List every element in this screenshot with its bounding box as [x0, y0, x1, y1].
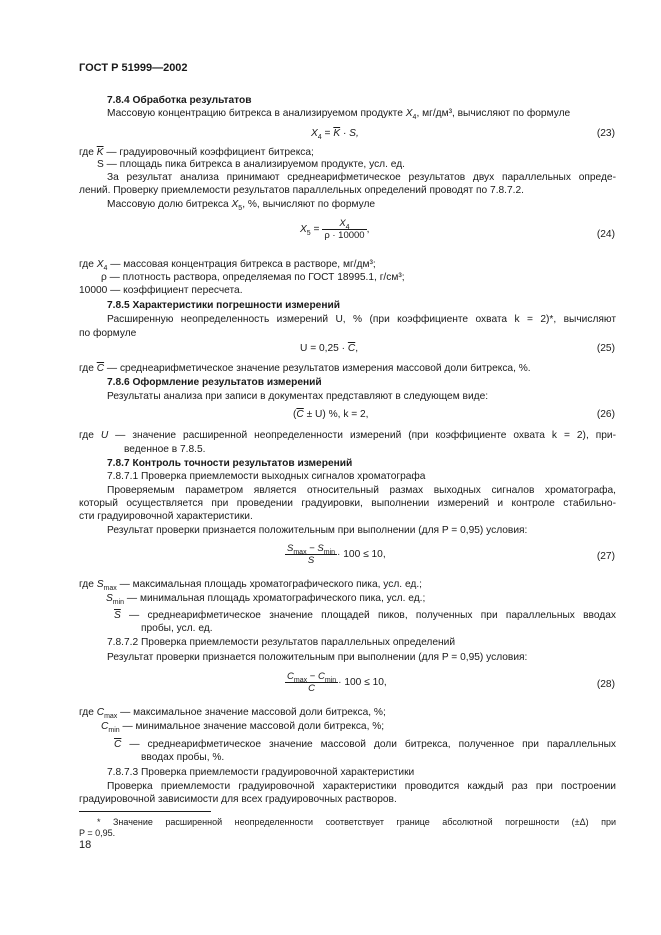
where-line: где U — значение расширенной неопределенности измерений (при коэффициенте охвата k = 2), при-: [79, 430, 616, 441]
where-line: $C_{min}$ — минимальное значение массовой доли битрекса, %;: [101, 721, 385, 735]
equation-number: (24): [596, 229, 615, 240]
footnote: P = 0,95.: [79, 828, 116, 838]
paragraph: который осуществляется при проведении градуировки, выполнении измерений и контроле стабильно-: [79, 498, 616, 509]
footnote: * Значение расширенной неопределенности соответствует границе абсолютной погрешности (±Δ) при: [97, 817, 616, 827]
section-title-7-8-6: 7.8.6 Оформление результатов измерений: [107, 377, 322, 388]
subsection-title: 7.8.7.2 Проверка приемлемости результатов параллельных определений: [107, 637, 456, 648]
where-line: 10000 — коэффициент пересчета.: [79, 285, 243, 296]
paragraph: Массовую концентрацию битрекса в анализируемом продукте $X_4$, мг/дм³, вычисляют по формуле: [107, 108, 571, 122]
paragraph: За результат анализа принимают среднеарифметическое результатов двух параллельных опреде-: [107, 172, 616, 183]
footnote-separator: [79, 811, 211, 812]
section-title-7-8-5: 7.8.5 Характеристики погрешности измерений: [107, 300, 341, 311]
where-line: где $\overline{K}$ — градуировочный коэффициент битрекса;: [79, 147, 314, 158]
fraction: $\frac{X_4}{\rho \cdot 10000}$: [324, 218, 365, 241]
where-line: $\overline{C}$ — среднеарифметическое значение массовой доли битрекса, полученное при параллельных: [114, 739, 616, 750]
equation-number: (25): [596, 343, 615, 354]
fraction: $\frac{S_{max} - S_{min}}{S}$: [287, 543, 336, 566]
where-line: где $C_{max}$ — максимальное значение массовой доли битрекса, %;: [79, 707, 386, 721]
equation-27: $\frac{S_{max} - S_{min}}{S}$ · 100 ≤ 10,: [287, 543, 386, 566]
document-header: ГОСТ Р 51999—2002: [79, 62, 188, 74]
equation-number: (23): [596, 128, 615, 139]
paragraph: сти градуировочной характеристики.: [79, 511, 253, 522]
equation-25: $U = 0,25 \cdot \overline{C}$,: [300, 343, 359, 354]
where-line: $\overline{S}$ — среднеарифметическое значение площадей пиков, полученных при параллельных вводах: [114, 610, 616, 621]
paragraph: Расширенную неопределенность измерений U, % (при коэффициенте охвата k = 2)*, вычисляют: [107, 314, 616, 325]
equation-number: (28): [596, 679, 615, 690]
equation-24: $X_5$ = $\frac{X_4}{\rho \cdot 10000}$ ,: [300, 218, 370, 241]
paragraph: по формуле: [79, 328, 137, 339]
where-line: S — площадь пика битрекса в анализируемом продукте, усл. ед.: [97, 159, 405, 170]
section-title-7-8-7: 7.8.7 Контроль точности результатов измерений: [107, 458, 353, 469]
paragraph: Проверка приемлемости градуировочной характеристики проводится каждый раз при построении: [107, 781, 616, 792]
where-line: где $\overline{C}$ — среднеарифметическое значение результатов измерения массовой доли битрекса, %.: [79, 363, 531, 374]
where-line: вводах пробы, %.: [141, 752, 225, 763]
paragraph: Результат проверки признается положительным при выполнении (для P = 0,95) условия:: [107, 525, 528, 536]
paragraph: Результат проверки признается положительным при выполнении (для P = 0,95) условия:: [107, 652, 528, 663]
where-line: веденное в 7.8.5.: [124, 444, 206, 455]
section-title-7-8-4: 7.8.4 Обработка результатов: [107, 95, 252, 106]
equation-number: (27): [596, 551, 615, 562]
where-line: $S_{min}$ — минимальная площадь хроматографического пика, усл. ед.;: [106, 593, 426, 607]
fraction: $\frac{C_{max} - C_{min}}{C}$: [287, 671, 337, 694]
subsection-title: 7.8.7.3 Проверка приемлемости градуировочной характеристики: [107, 767, 415, 778]
where-line: где $S_{max}$ — максимальная площадь хроматографического пика, усл. ед.;: [79, 579, 423, 593]
page-number: 18: [79, 839, 92, 851]
paragraph: Проверяемым параметром является относительный размах выходных сигналов хроматографа,: [107, 485, 616, 496]
paragraph: Массовую долю битрекса $X_5$, %, вычисляют по формуле: [107, 199, 376, 213]
where-line: пробы, усл. ед.: [141, 623, 213, 634]
paragraph: градуировочной зависимости для всех градуировочных растворов.: [79, 794, 397, 805]
subsection-title: 7.8.7.1 Проверка приемлемости выходных сигналов хроматографа: [107, 471, 426, 482]
paragraph: лений. Проверку приемлемости результатов параллельных определений проводят по 7.8.7.2.: [79, 185, 525, 196]
equation-28: $\frac{C_{max} - C_{min}}{C}$ · 100 ≤ 10,: [287, 671, 387, 694]
equation-23: $X_4 = \overline{K} \cdot S$,: [311, 128, 359, 142]
equation-26: $(\overline{C} \pm U)$ %, k = 2,: [293, 409, 369, 420]
paragraph: Результаты анализа при записи в документах представляют в следующем виде:: [107, 391, 489, 402]
where-line: ρ — плотность раствора, определяемая по ГОСТ 18995.1, г/см³;: [101, 272, 405, 283]
where-line: где $X_4$ — массовая концентрация битрекса в растворе, мг/дм³;: [79, 259, 376, 273]
equation-number: (26): [596, 409, 615, 420]
